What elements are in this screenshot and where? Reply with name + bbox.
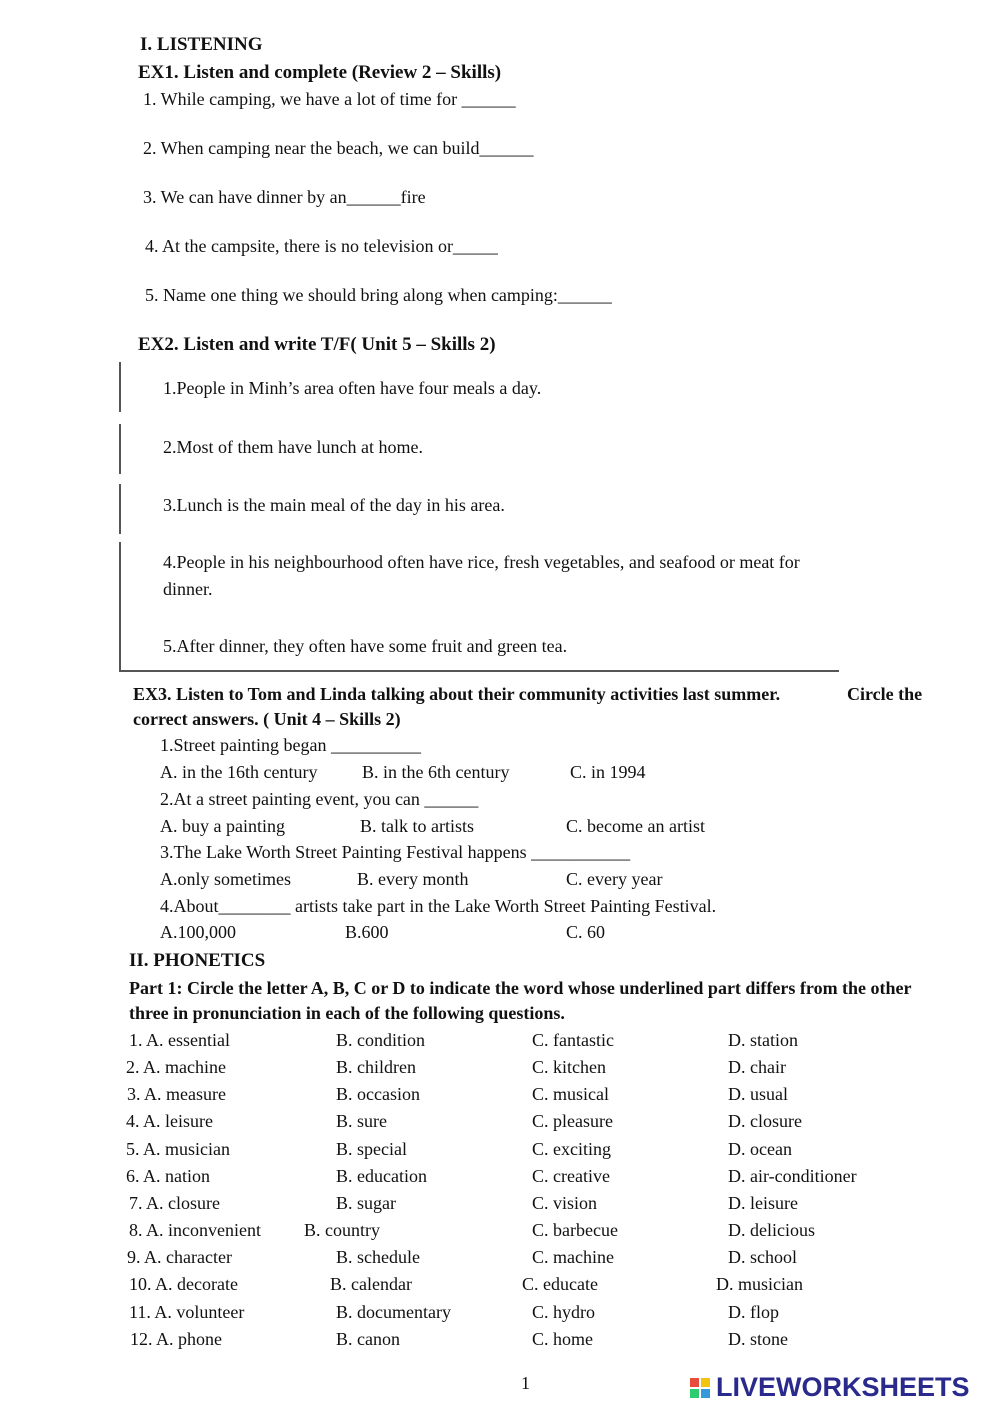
- part1-instructions: Part 1: Circle the letter A, B, C or D to indicate the word whose underlined part differs from the other: [129, 978, 912, 998]
- ex3-question: 1.Street painting began __________: [160, 735, 421, 755]
- phonetic-option-d[interactable]: D. air-conditioner: [728, 1166, 857, 1186]
- phonetic-option-a[interactable]: 4. A. leisure: [126, 1111, 213, 1131]
- ex3-option[interactable]: C. in 1994: [570, 762, 646, 782]
- ex3-question: 2.At a street painting event, you can ______: [160, 789, 479, 809]
- part1-instructions: three in pronunciation in each of the following questions.: [129, 1003, 565, 1023]
- ex2-border-left: [119, 484, 121, 534]
- phonetic-option-b[interactable]: B. occasion: [336, 1084, 420, 1104]
- ex3-option[interactable]: B. in the 6th century: [362, 762, 510, 782]
- ex1-item: 2. When camping near the beach, we can build______: [143, 138, 534, 158]
- ex3-question: 4.About________ artists take part in the Lake Worth Street Painting Festival.: [160, 896, 717, 916]
- phonetic-option-b[interactable]: B. condition: [336, 1030, 425, 1050]
- phonetic-option-c[interactable]: C. creative: [532, 1166, 610, 1186]
- liveworksheets-logo[interactable]: [690, 1372, 970, 1403]
- ex2-item: 4.People in his neighbourhood often have rice, fresh vegetables, and seafood or meat for: [163, 552, 800, 572]
- ex2-item: 1.People in Minh’s area often have four meals a day.: [163, 378, 542, 398]
- phonetic-option-b[interactable]: B. schedule: [336, 1247, 420, 1267]
- phonetic-option-a[interactable]: 2. A. machine: [126, 1057, 226, 1077]
- ex3-option[interactable]: C. every year: [566, 869, 663, 889]
- phonetics-heading: II. PHONETICS: [129, 950, 266, 971]
- ex2-item-continued: dinner.: [163, 579, 213, 599]
- ex3-option[interactable]: C. 60: [566, 922, 606, 942]
- ex2-item: 5.After dinner, they often have some fruit and green tea.: [163, 636, 568, 656]
- phonetic-option-a[interactable]: 8. A. inconvenient: [129, 1220, 261, 1240]
- phonetic-option-c[interactable]: C. hydro: [532, 1302, 595, 1322]
- ex2-title: EX2. Listen and write T/F( Unit 5 – Skills 2): [138, 334, 496, 355]
- ex2-border-left: [119, 542, 121, 632]
- ex3-option[interactable]: C. become an artist: [566, 816, 705, 836]
- phonetic-option-b[interactable]: B. sugar: [336, 1193, 396, 1213]
- ex3-option[interactable]: B. every month: [357, 869, 469, 889]
- logo-text: LIVEWORKSHEETS: [716, 1372, 970, 1402]
- phonetic-option-b[interactable]: B. special: [336, 1139, 407, 1159]
- phonetic-option-d[interactable]: D. ocean: [728, 1139, 792, 1159]
- phonetic-option-c[interactable]: C. home: [532, 1329, 593, 1349]
- ex1-item: 4. At the campsite, there is no television or_____: [145, 236, 498, 256]
- ex3-title: correct answers. ( Unit 4 – Skills 2): [133, 709, 401, 729]
- phonetic-option-d[interactable]: D. chair: [728, 1057, 786, 1077]
- phonetic-option-d[interactable]: D. station: [728, 1030, 798, 1050]
- phonetic-option-b[interactable]: B. sure: [336, 1111, 387, 1131]
- phonetic-option-c[interactable]: C. educate: [522, 1274, 598, 1294]
- ex1-item: 1. While camping, we have a lot of time for ______: [143, 89, 516, 109]
- phonetic-option-d[interactable]: D. stone: [728, 1329, 788, 1349]
- ex3-option[interactable]: B. talk to artists: [360, 816, 474, 836]
- phonetic-option-a[interactable]: 7. A. closure: [129, 1193, 220, 1213]
- phonetic-option-d[interactable]: D. school: [728, 1247, 797, 1267]
- phonetic-option-b[interactable]: B. country: [304, 1220, 380, 1240]
- ex1-item: 3. We can have dinner by an______fire: [143, 187, 426, 207]
- ex2-item: 3.Lunch is the main meal of the day in his area.: [163, 495, 505, 515]
- phonetic-option-c[interactable]: C. exciting: [532, 1139, 611, 1159]
- phonetic-option-a[interactable]: 12. A. phone: [130, 1329, 222, 1349]
- phonetic-option-c[interactable]: C. kitchen: [532, 1057, 606, 1077]
- phonetic-option-a[interactable]: 3. A. measure: [127, 1084, 226, 1104]
- listening-heading: I. LISTENING: [140, 34, 263, 55]
- ex3-title: EX3. Listen to Tom and Linda talking about their community activities last summer.: [133, 684, 781, 704]
- phonetic-option-d[interactable]: D. leisure: [728, 1193, 798, 1213]
- phonetic-option-a[interactable]: 10. A. decorate: [129, 1274, 238, 1294]
- ex3-question: 3.The Lake Worth Street Painting Festival happens ___________: [160, 842, 631, 862]
- phonetic-option-a[interactable]: 6. A. nation: [126, 1166, 210, 1186]
- ex2-border-left: [119, 622, 121, 672]
- phonetic-option-d[interactable]: D. musician: [716, 1274, 803, 1294]
- phonetic-option-b[interactable]: B. calendar: [330, 1274, 412, 1294]
- phonetic-option-c[interactable]: C. pleasure: [532, 1111, 613, 1131]
- phonetic-option-b[interactable]: B. canon: [336, 1329, 400, 1349]
- phonetic-option-b[interactable]: B. children: [336, 1057, 416, 1077]
- ex2-border-left: [119, 424, 121, 474]
- ex2-border-left: [119, 362, 121, 412]
- phonetic-option-a[interactable]: 9. A. character: [127, 1247, 232, 1267]
- ex3-option[interactable]: A.100,000: [160, 922, 236, 942]
- phonetic-option-d[interactable]: D. closure: [728, 1111, 802, 1131]
- ex2-item: 2.Most of them have lunch at home.: [163, 437, 423, 457]
- phonetic-option-d[interactable]: D. flop: [728, 1302, 779, 1322]
- ex3-option[interactable]: B.600: [345, 922, 389, 942]
- logo-grid-icon: [690, 1378, 710, 1398]
- phonetic-option-a[interactable]: 5. A. musician: [126, 1139, 230, 1159]
- phonetic-option-a[interactable]: 11. A. volunteer: [129, 1302, 245, 1322]
- phonetic-option-c[interactable]: C. musical: [532, 1084, 609, 1104]
- ex3-option[interactable]: A. in the 16th century: [160, 762, 318, 782]
- phonetic-option-c[interactable]: C. vision: [532, 1193, 598, 1213]
- phonetic-option-c[interactable]: C. barbecue: [532, 1220, 618, 1240]
- phonetic-option-c[interactable]: C. fantastic: [532, 1030, 614, 1050]
- ex3-option[interactable]: A. buy a painting: [160, 816, 285, 836]
- phonetic-option-b[interactable]: B. documentary: [336, 1302, 451, 1322]
- phonetic-option-b[interactable]: B. education: [336, 1166, 427, 1186]
- ex1-item: 5. Name one thing we should bring along when camping:______: [145, 285, 612, 305]
- phonetic-option-c[interactable]: C. machine: [532, 1247, 614, 1267]
- phonetic-option-a[interactable]: 1. A. essential: [129, 1030, 230, 1050]
- phonetic-option-d[interactable]: D. delicious: [728, 1220, 815, 1240]
- ex1-title: EX1. Listen and complete (Review 2 – Skills): [138, 62, 502, 83]
- ex2-border-bottom: [119, 670, 839, 672]
- ex3-option[interactable]: A.only sometimes: [160, 869, 291, 889]
- phonetic-option-d[interactable]: D. usual: [728, 1084, 788, 1104]
- page-number: 1: [521, 1373, 530, 1393]
- ex3-title-circle: Circle the: [847, 684, 923, 704]
